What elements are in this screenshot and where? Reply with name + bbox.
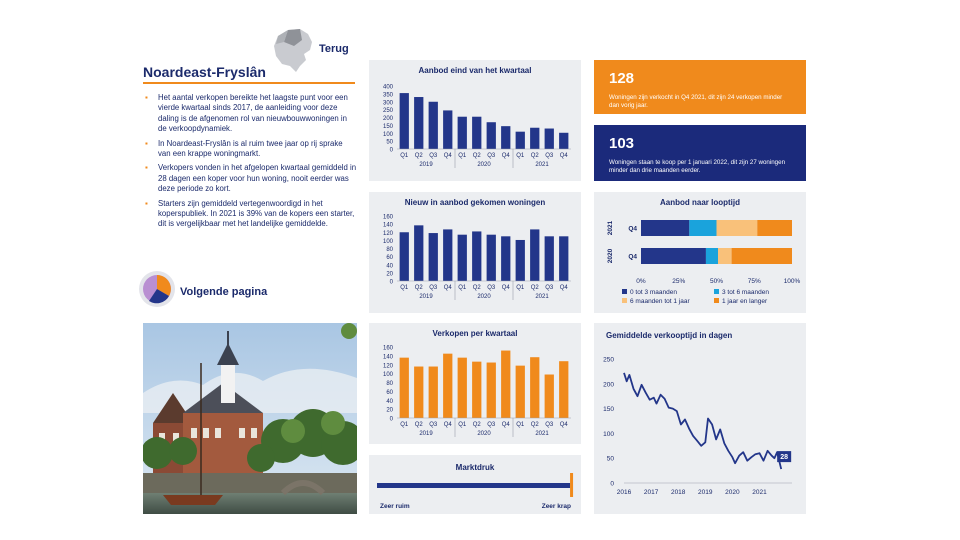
x-tick-label: Q4 bbox=[559, 153, 568, 159]
legend-swatch bbox=[622, 289, 627, 294]
year-label: 2021 bbox=[535, 431, 549, 437]
bullet-item: ▪ Verkopers vonden in het afgelopen kwartaal gemiddeld in 28 dagen een koper voor hun woning, nooit eerder was deze periode zo kort. bbox=[145, 163, 357, 194]
chart-verkooptijd-title: Gemiddelde verkooptijd in dagen bbox=[606, 331, 733, 340]
x-tick-label: 0% bbox=[636, 278, 646, 285]
x-tick-label: Q2 bbox=[414, 153, 423, 159]
marktdruk-title: Marktdruk bbox=[455, 463, 495, 472]
y-tick-label: 200 bbox=[382, 116, 393, 122]
year-label: 2020 bbox=[477, 162, 491, 168]
y-tick-label: 200 bbox=[603, 381, 614, 389]
y-tick-label: 250 bbox=[382, 108, 393, 115]
x-tick-label: Q4 bbox=[443, 153, 452, 159]
year-label: 2019 bbox=[419, 294, 433, 300]
stacked-segment bbox=[718, 248, 732, 264]
x-tick-label: Q2 bbox=[530, 285, 539, 291]
x-tick-label: Q4 bbox=[443, 422, 452, 428]
y-tick-label: 40 bbox=[386, 263, 393, 270]
region-map-icon[interactable] bbox=[270, 26, 316, 74]
x-tick-label: Q4 bbox=[501, 153, 510, 159]
bar bbox=[400, 93, 409, 149]
x-tick-label: Q3 bbox=[545, 285, 554, 291]
x-tick-label: Q1 bbox=[458, 153, 467, 159]
summary-bullets bbox=[145, 93, 357, 234]
x-tick-label: Q2 bbox=[472, 153, 481, 159]
bar bbox=[501, 126, 510, 149]
kpi-te-koop-value: 103 bbox=[609, 135, 635, 152]
bar bbox=[516, 132, 525, 149]
row-quarter-label: Q4 bbox=[628, 253, 637, 261]
chart-verkopen-title: Verkopen per kwartaal bbox=[432, 329, 518, 338]
x-tick-label: Q1 bbox=[458, 285, 467, 291]
row-quarter-label: Q4 bbox=[628, 225, 637, 233]
bar bbox=[559, 133, 568, 149]
chart-verkooptijd bbox=[594, 323, 806, 514]
bar bbox=[429, 367, 438, 418]
y-tick-label: 150 bbox=[382, 123, 393, 130]
left-label: Zeer ruim bbox=[380, 503, 410, 510]
x-tick-label: Q2 bbox=[472, 422, 481, 428]
bar bbox=[545, 129, 554, 149]
chart-nieuw-panel bbox=[369, 192, 581, 313]
x-tick-label: Q1 bbox=[458, 422, 467, 428]
bar bbox=[545, 375, 554, 418]
marktdruk-panel bbox=[369, 455, 581, 514]
chart-looptijd-title: Aanbod naar looptijd bbox=[660, 198, 740, 207]
bar bbox=[429, 233, 438, 281]
chart-aanbod-panel bbox=[369, 60, 581, 181]
x-tick-label: Q3 bbox=[429, 422, 438, 428]
y-tick-label: 160 bbox=[382, 214, 393, 221]
x-tick-label: Q3 bbox=[429, 285, 438, 291]
year-label: 2021 bbox=[535, 162, 549, 168]
bullet-item: ▪ In Noardeast-Fryslân is al ruim twee jaar op rij sprake van een krappe woningmarkt. bbox=[145, 139, 357, 160]
chart-verkopen bbox=[369, 323, 581, 444]
bar bbox=[472, 231, 481, 281]
y-tick-label: 120 bbox=[382, 363, 393, 370]
bar bbox=[530, 229, 539, 281]
kpi-te-koop bbox=[594, 125, 806, 181]
x-tick-label: 2018 bbox=[670, 489, 686, 496]
x-tick-label: Q4 bbox=[559, 285, 568, 291]
legend-label: 1 jaar en langer bbox=[722, 298, 768, 305]
y-tick-label: 140 bbox=[382, 354, 393, 361]
y-tick-label: 350 bbox=[382, 92, 393, 99]
y-tick-label: 300 bbox=[382, 100, 393, 107]
stacked-segment bbox=[641, 248, 706, 264]
bar bbox=[429, 102, 438, 149]
bar bbox=[516, 240, 525, 281]
x-tick-label: 25% bbox=[672, 278, 686, 285]
bar bbox=[487, 363, 496, 418]
town-photo bbox=[143, 323, 357, 514]
year-label: 2020 bbox=[477, 431, 491, 437]
y-tick-label: 100 bbox=[382, 372, 393, 379]
pie-icon[interactable] bbox=[138, 270, 176, 308]
bar bbox=[400, 358, 409, 418]
kpi-te-koop-text: Woningen staan te koop per 1 januari 2022, dit zijn 27 woningen minder dan drie maanden eerder. bbox=[609, 159, 786, 174]
stacked-segment bbox=[732, 248, 792, 264]
bar bbox=[559, 361, 568, 418]
y-tick-label: 0 bbox=[610, 480, 614, 488]
chart-verkopen-panel bbox=[369, 323, 581, 444]
y-tick-label: 100 bbox=[382, 131, 393, 138]
bar bbox=[501, 351, 510, 418]
y-tick-label: 40 bbox=[386, 398, 393, 405]
x-tick-label: Q3 bbox=[487, 153, 496, 159]
bar bbox=[443, 110, 452, 149]
x-tick-label: Q1 bbox=[516, 153, 525, 159]
x-tick-label: Q1 bbox=[516, 422, 525, 428]
bar bbox=[414, 225, 423, 281]
bar bbox=[414, 97, 423, 149]
y-tick-label: 60 bbox=[386, 389, 393, 396]
bar bbox=[443, 229, 452, 281]
stacked-segment bbox=[717, 220, 758, 236]
x-tick-label: Q4 bbox=[443, 285, 452, 291]
y-tick-label: 80 bbox=[386, 381, 393, 387]
next-page-link[interactable]: Volgende pagina bbox=[180, 286, 268, 298]
x-tick-label: Q3 bbox=[487, 285, 496, 291]
bar bbox=[414, 367, 423, 418]
bar bbox=[472, 117, 481, 149]
bar bbox=[545, 236, 554, 281]
bar bbox=[487, 235, 496, 281]
bar bbox=[443, 354, 452, 418]
x-tick-label: 50% bbox=[709, 278, 724, 285]
x-tick-label: Q2 bbox=[414, 422, 423, 428]
title-underline bbox=[143, 82, 355, 84]
x-tick-label: 2020 bbox=[725, 489, 740, 496]
bar bbox=[559, 236, 568, 281]
stacked-segment bbox=[706, 248, 718, 264]
legend-swatch bbox=[622, 298, 627, 303]
y-tick-label: 0 bbox=[389, 416, 393, 423]
chart-nieuw-title: Nieuw in aanbod gekomen woningen bbox=[404, 198, 546, 207]
y-tick-label: 150 bbox=[603, 406, 614, 414]
y-tick-label: 400 bbox=[382, 84, 393, 91]
y-tick-label: 140 bbox=[382, 222, 393, 229]
x-tick-label: 75% bbox=[747, 278, 761, 285]
bar bbox=[472, 362, 481, 418]
back-link[interactable]: Terug bbox=[319, 43, 349, 55]
x-tick-label: Q4 bbox=[559, 422, 568, 428]
y-tick-label: 20 bbox=[386, 407, 393, 414]
y-tick-label: 50 bbox=[386, 139, 393, 146]
y-tick-label: 0 bbox=[389, 279, 393, 286]
kpi-verkocht-text: Woningen zijn verkocht in Q4 2021, dit zijn 24 verkopen minder dan vorig jaar. bbox=[609, 94, 783, 109]
x-tick-label: Q1 bbox=[516, 285, 525, 291]
stacked-segment bbox=[641, 220, 689, 236]
x-tick-label: 2019 bbox=[698, 489, 713, 496]
legend-label: 3 tot 6 maanden bbox=[722, 289, 769, 296]
legend-swatch bbox=[714, 298, 719, 303]
bar bbox=[487, 122, 496, 149]
series-line bbox=[624, 373, 781, 469]
bar bbox=[530, 128, 539, 149]
legend-label: 6 maanden tot 1 jaar bbox=[630, 298, 690, 305]
y-tick-label: 20 bbox=[386, 271, 393, 278]
chart-looptijd-panel bbox=[594, 192, 806, 313]
x-tick-label: Q3 bbox=[545, 153, 554, 159]
year-label: 2019 bbox=[419, 162, 433, 168]
page-title: Noardeast-Fryslân bbox=[143, 64, 266, 80]
x-tick-label: 100% bbox=[783, 278, 801, 285]
row-year-label: 2020 bbox=[607, 248, 614, 264]
year-label: 2020 bbox=[477, 294, 491, 300]
stacked-segment bbox=[757, 220, 792, 236]
legend-swatch bbox=[714, 289, 719, 294]
y-tick-label: 100 bbox=[382, 238, 393, 245]
chart-nieuw bbox=[369, 192, 581, 313]
bar bbox=[400, 232, 409, 281]
chart-looptijd bbox=[594, 192, 806, 313]
x-tick-label: Q2 bbox=[530, 422, 539, 428]
x-tick-label: Q3 bbox=[487, 422, 496, 428]
x-tick-label: Q1 bbox=[400, 285, 409, 291]
chart-verkooptijd-panel bbox=[594, 323, 806, 514]
bar bbox=[516, 366, 525, 418]
y-tick-label: 100 bbox=[603, 430, 614, 438]
x-tick-label: Q4 bbox=[501, 285, 510, 291]
pressure-marker bbox=[570, 473, 573, 497]
x-tick-label: Q2 bbox=[414, 285, 423, 291]
pressure-bar bbox=[377, 483, 570, 488]
stacked-segment bbox=[689, 220, 716, 236]
kpi-verkocht-value: 128 bbox=[609, 70, 635, 87]
bar bbox=[458, 235, 467, 281]
year-label: 2021 bbox=[535, 294, 549, 300]
bar bbox=[530, 357, 539, 418]
y-tick-label: 250 bbox=[603, 356, 614, 364]
legend-label: 0 tot 3 maanden bbox=[630, 289, 677, 296]
x-tick-label: 2016 bbox=[616, 489, 632, 496]
right-label: Zeer krap bbox=[541, 503, 571, 510]
year-label: 2019 bbox=[419, 431, 433, 437]
kpi-verkocht bbox=[594, 60, 806, 114]
x-tick-label: 2021 bbox=[752, 489, 767, 496]
x-tick-label: Q4 bbox=[501, 422, 510, 428]
y-tick-label: 160 bbox=[382, 345, 393, 352]
chart-aanbod bbox=[369, 60, 581, 181]
row-year-label: 2021 bbox=[607, 220, 614, 236]
bar bbox=[501, 236, 510, 281]
y-tick-label: 60 bbox=[386, 255, 393, 262]
y-tick-label: 120 bbox=[382, 230, 393, 237]
x-tick-label: Q1 bbox=[400, 422, 409, 428]
bar bbox=[458, 117, 467, 149]
x-tick-label: Q1 bbox=[400, 153, 409, 159]
last-value-label: 28 bbox=[780, 454, 789, 462]
y-tick-label: 50 bbox=[606, 455, 614, 463]
y-tick-label: 0 bbox=[389, 147, 393, 154]
bar bbox=[458, 358, 467, 418]
y-tick-label: 80 bbox=[386, 247, 393, 253]
bullet-item: ▪ Het aantal verkopen bereikte het laagste punt voor een vierde kwartaal sinds 2017, de aanleiding voor deze daling is de afgenomen rol van nieuwbouwwoningen in de verkoopdynamiek. bbox=[145, 93, 357, 135]
x-tick-label: Q3 bbox=[545, 422, 554, 428]
chart-aanbod-title: Aanbod eind van het kwartaal bbox=[418, 66, 532, 75]
x-tick-label: Q2 bbox=[472, 285, 481, 291]
x-tick-label: Q3 bbox=[429, 153, 438, 159]
bullet-item: ▪ Starters zijn gemiddeld vertegenwoordigd in het koperspubliek. In 2021 is 39% van de kopers een starter, dit is vergelijkbaar met het landelijke gemiddelde. bbox=[145, 199, 357, 230]
x-tick-label: 2017 bbox=[643, 489, 659, 496]
x-tick-label: Q2 bbox=[530, 153, 539, 159]
